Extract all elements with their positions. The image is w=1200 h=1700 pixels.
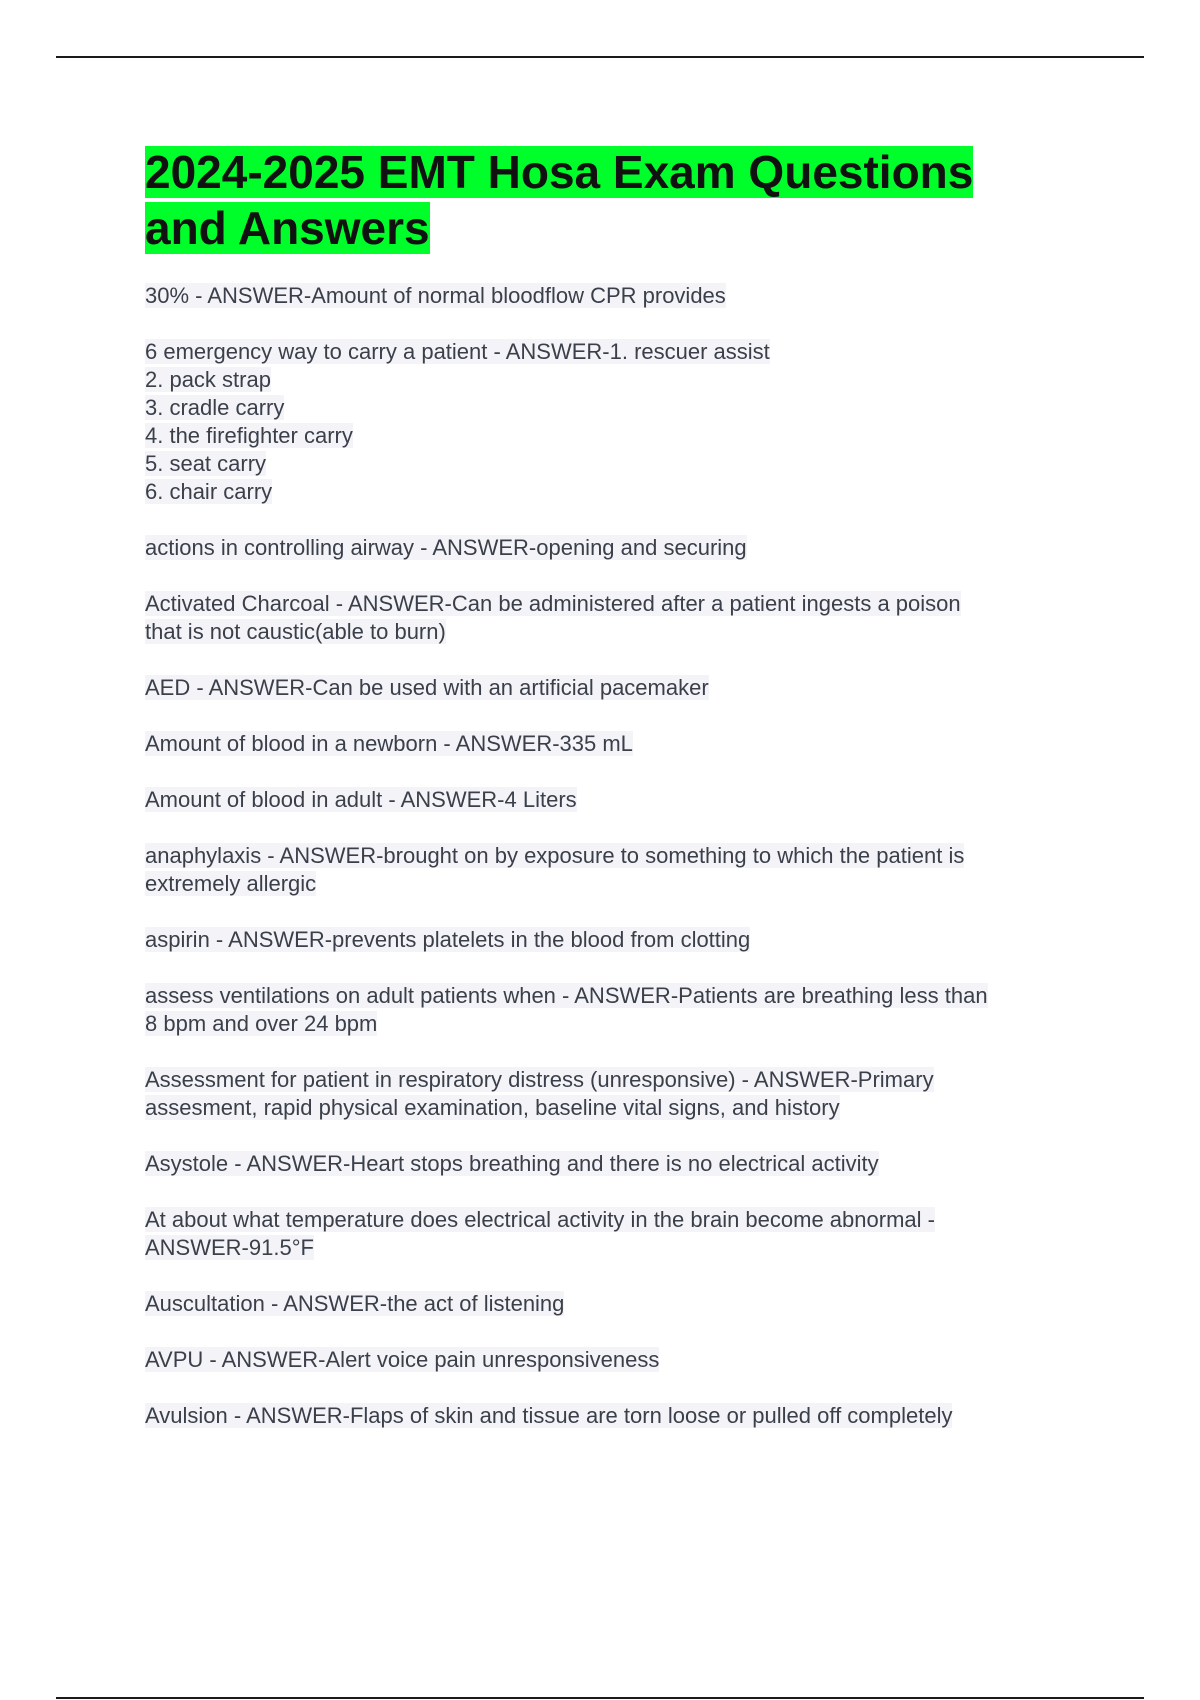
bottom-rule: [56, 1697, 1144, 1699]
qa-list: [145, 282, 1085, 1430]
qa-entry: [145, 842, 1085, 898]
qa-line: [145, 982, 1085, 1010]
document-body: [145, 144, 1085, 1458]
qa-line: [145, 450, 1085, 478]
qa-line: [145, 926, 1085, 954]
qa-text: aspirin - ANSWER-prevents platelets in the blood from clotting: [145, 927, 751, 952]
qa-text: Assessment for patient in respiratory distress (unresponsive) - ANSWER-Primary: [145, 1067, 934, 1092]
qa-line: [145, 1206, 1085, 1234]
qa-line: [145, 534, 1085, 562]
qa-text: anaphylaxis - ANSWER-brought on by exposure to something to which the patient is: [145, 843, 965, 868]
qa-text: ANSWER-91.5°F: [145, 1235, 314, 1260]
qa-text: assesment, rapid physical examination, baseline vital signs, and history: [145, 1095, 840, 1120]
qa-entry: [145, 338, 1085, 506]
qa-line: [145, 422, 1085, 450]
qa-text: 4. the firefighter carry: [145, 423, 353, 448]
qa-line: [145, 674, 1085, 702]
qa-text: AED - ANSWER-Can be used with an artificial pacemaker: [145, 675, 709, 700]
qa-text: 5. seat carry: [145, 451, 267, 476]
qa-line: [145, 1402, 1085, 1430]
qa-line: [145, 366, 1085, 394]
qa-entry: [145, 1066, 1085, 1122]
qa-line: [145, 1010, 1085, 1038]
qa-entry: [145, 1346, 1085, 1374]
qa-line: [145, 618, 1085, 646]
qa-text: Amount of blood in a newborn - ANSWER-335 mL: [145, 731, 633, 756]
qa-line: [145, 1290, 1085, 1318]
qa-entry: [145, 786, 1085, 814]
qa-line: [145, 590, 1085, 618]
qa-text: 6 emergency way to carry a patient - ANSWER-1. rescuer assist: [145, 339, 770, 364]
qa-line: [145, 1094, 1085, 1122]
qa-line: [145, 1066, 1085, 1094]
qa-text: 30% - ANSWER-Amount of normal bloodflow CPR provides: [145, 283, 726, 308]
qa-line: [145, 478, 1085, 506]
qa-line: [145, 1150, 1085, 1178]
qa-entry: [145, 1206, 1085, 1262]
qa-line: [145, 786, 1085, 814]
qa-text: Auscultation - ANSWER-the act of listening: [145, 1291, 565, 1316]
qa-text: 3. cradle carry: [145, 395, 285, 420]
qa-entry: [145, 282, 1085, 310]
qa-entry: [145, 982, 1085, 1038]
qa-line: [145, 282, 1085, 310]
qa-text: Amount of blood in adult - ANSWER-4 Liters: [145, 787, 577, 812]
qa-text: AVPU - ANSWER-Alert voice pain unresponsiveness: [145, 1347, 660, 1372]
qa-text: assess ventilations on adult patients when - ANSWER-Patients are breathing less than: [145, 983, 988, 1008]
qa-entry: [145, 1290, 1085, 1318]
qa-line: [145, 842, 1085, 870]
qa-entry: [145, 1402, 1085, 1430]
qa-entry: [145, 674, 1085, 702]
qa-text: Activated Charcoal - ANSWER-Can be administered after a patient ingests a poison: [145, 591, 961, 616]
qa-text: Avulsion - ANSWER-Flaps of skin and tissue are torn loose or pulled off completely: [145, 1403, 953, 1428]
title-line: 2024-2025 EMT Hosa Exam Questions: [145, 146, 974, 198]
top-rule: [56, 56, 1144, 58]
qa-text: that is not caustic(able to burn): [145, 619, 446, 644]
qa-line: [145, 338, 1085, 366]
qa-text: extremely allergic: [145, 871, 317, 896]
qa-line: [145, 1234, 1085, 1262]
qa-line: [145, 730, 1085, 758]
qa-text: 6. chair carry: [145, 479, 273, 504]
document-title: [145, 144, 1085, 256]
qa-entry: [145, 1150, 1085, 1178]
title-line: and Answers: [145, 202, 430, 254]
qa-entry: [145, 590, 1085, 646]
qa-entry: [145, 926, 1085, 954]
qa-text: Asystole - ANSWER-Heart stops breathing and there is no electrical activity: [145, 1151, 879, 1176]
qa-text: actions in controlling airway - ANSWER-opening and securing: [145, 535, 747, 560]
qa-text: At about what temperature does electrical activity in the brain become abnormal -: [145, 1207, 935, 1232]
qa-line: [145, 870, 1085, 898]
qa-entry: [145, 730, 1085, 758]
qa-line: [145, 394, 1085, 422]
qa-text: 8 bpm and over 24 bpm: [145, 1011, 378, 1036]
qa-line: [145, 1346, 1085, 1374]
qa-entry: [145, 534, 1085, 562]
qa-text: 2. pack strap: [145, 367, 271, 392]
